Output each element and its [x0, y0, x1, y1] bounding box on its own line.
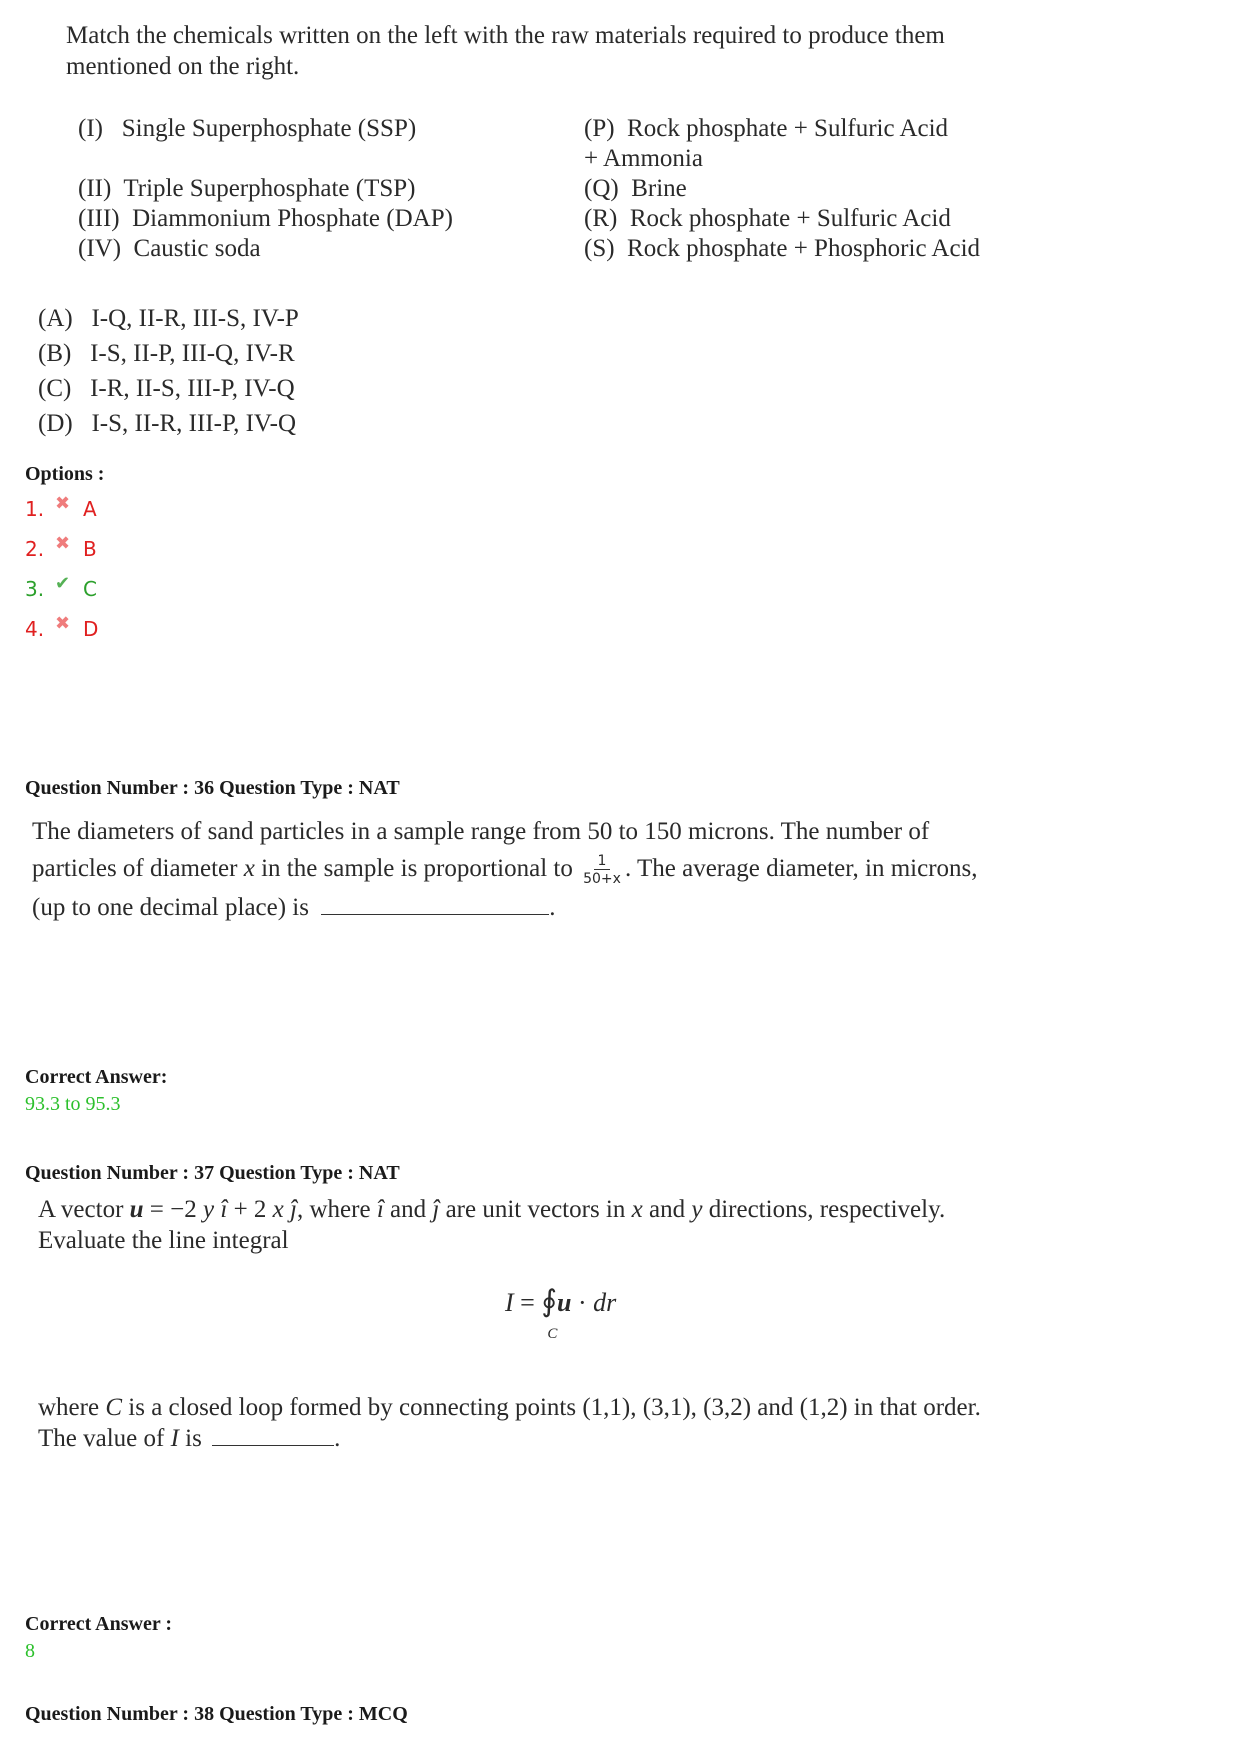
- contour-integral-icon: ∮: [541, 1285, 557, 1318]
- option-1[interactable]: [25, 489, 98, 529]
- fraction-denominator: 50+x: [583, 871, 621, 887]
- q36-line3-text: (up to one decimal place) is: [32, 894, 309, 921]
- q36-line2-post: . The average diameter, in microns,: [624, 855, 978, 883]
- q36-line2-mid: in the sample is proportional to: [254, 855, 573, 883]
- option-number: 2.: [25, 537, 45, 561]
- text: is: [178, 1425, 202, 1452]
- q37-line4: [38, 1423, 1078, 1454]
- variable-y: y: [203, 1196, 215, 1223]
- q36-header: Question Number : 36 Question Type : NAT: [25, 777, 400, 799]
- text: and: [642, 1196, 692, 1223]
- q37-body: [38, 1194, 1078, 1256]
- q36-line3: [32, 892, 1072, 923]
- q36-body: [32, 816, 1072, 923]
- period: .: [549, 894, 556, 921]
- option-letter: D: [83, 617, 99, 641]
- q35-left-item-1: (I) Single Superphosphate (SSP): [78, 115, 417, 142]
- variable-x: x: [272, 1196, 284, 1223]
- text: is a closed loop formed by connecting points (1,1), (3,1), (3,2) and (1,2) in that order.: [122, 1394, 981, 1421]
- q36-line2-pre: particles of diameter: [32, 855, 244, 883]
- option-letter: C: [83, 577, 97, 601]
- q36-line2: [32, 853, 1072, 888]
- variable-x: x: [631, 1196, 643, 1223]
- q37-line1: [38, 1194, 1078, 1225]
- line-integral-equation: [505, 1284, 617, 1342]
- q35-choice-c: (C) I-R, II-S, III-P, IV-Q: [38, 375, 295, 402]
- text: + 2: [227, 1196, 273, 1223]
- q35-left-item-3: (III) Diammonium Phosphate (DAP): [78, 205, 453, 232]
- checkmark-icon: ✔: [55, 572, 71, 594]
- integral-subscript: C: [547, 1326, 558, 1342]
- q37-header: Question Number : 37 Question Type : NAT: [25, 1162, 400, 1184]
- cross-icon: ✖: [55, 492, 71, 514]
- variable-y: y: [691, 1196, 703, 1223]
- period: .: [334, 1425, 341, 1452]
- text: directions, respectively.: [702, 1196, 946, 1223]
- vector-u: u: [129, 1196, 144, 1223]
- q35-choices: [38, 301, 299, 441]
- options-label: Options :: [25, 463, 105, 485]
- q35-prompt-line1: Match the chemicals written on the left with the raw materials required to produce them: [66, 22, 945, 49]
- q35-left-column: [78, 114, 453, 264]
- q36-answer-label: Correct Answer:: [25, 1066, 168, 1088]
- options-list: [25, 489, 98, 649]
- q35-right-item-p-cont: + Ammonia: [584, 145, 703, 172]
- q37-answer-label: Correct Answer :: [25, 1613, 172, 1635]
- option-2[interactable]: [25, 529, 98, 569]
- unit-vector-i: î: [376, 1196, 384, 1223]
- answer-blank: [321, 892, 549, 915]
- q35-right-column: [584, 114, 980, 264]
- text: The value of: [38, 1425, 171, 1452]
- vector-u: u: [556, 1288, 572, 1317]
- unit-vector-j: ĵ: [432, 1196, 440, 1223]
- option-number: 3.: [25, 577, 45, 601]
- q37-body-2: [38, 1392, 1078, 1454]
- text: , where: [296, 1196, 377, 1223]
- text: and: [383, 1196, 433, 1223]
- cross-icon: ✖: [55, 532, 71, 554]
- variable-I: I: [170, 1425, 179, 1452]
- option-letter: B: [83, 537, 97, 561]
- cross-icon: ✖: [55, 612, 71, 634]
- option-letter: A: [83, 497, 97, 521]
- q35-prompt: [66, 20, 945, 82]
- answer-blank: [212, 1423, 334, 1446]
- q35-right-item-q: (Q) Brine: [584, 175, 687, 202]
- q35-choice-d: (D) I-S, II-R, III-P, IV-Q: [38, 410, 297, 437]
- fraction-numerator: 1: [594, 853, 611, 870]
- q35-right-item-s: (S) Rock phosphate + Phosphoric Acid: [584, 235, 981, 262]
- variable-x: x: [243, 855, 255, 883]
- unit-vector-i: î: [220, 1196, 228, 1223]
- q37-line2: Evaluate the line integral: [38, 1227, 289, 1254]
- differential-dr: dr: [593, 1288, 617, 1317]
- text: are unit vectors in: [439, 1196, 632, 1223]
- variable-C: C: [105, 1394, 123, 1421]
- text: where: [38, 1394, 106, 1421]
- q38-header: Question Number : 38 Question Type : MCQ: [25, 1703, 408, 1725]
- option-3[interactable]: [25, 569, 98, 609]
- q37-answer-value: 8: [25, 1640, 35, 1662]
- equals: =: [513, 1288, 542, 1317]
- text: A vector: [38, 1196, 130, 1223]
- fraction: [583, 853, 621, 888]
- q36-line1: The diameters of sand particles in a sample range from 50 to 150 microns. The number of: [32, 818, 930, 845]
- option-4[interactable]: [25, 609, 98, 649]
- option-number: 4.: [25, 617, 45, 641]
- q35-choice-b: (B) I-S, II-P, III-Q, IV-R: [38, 340, 295, 367]
- q35-left-item-4: (IV) Caustic soda: [78, 235, 261, 262]
- option-number: 1.: [25, 497, 45, 521]
- q35-choice-a: (A) I-Q, II-R, III-S, IV-P: [38, 305, 299, 332]
- q35-right-item-p: (P) Rock phosphate + Sulfuric Acid: [584, 115, 949, 142]
- q37-line3: [38, 1392, 1078, 1423]
- q36-answer-value: 93.3 to 95.3: [25, 1093, 121, 1115]
- contour-integral: [541, 1284, 558, 1342]
- q35-left-item-2: (II) Triple Superphosphate (TSP): [78, 175, 416, 202]
- dot-operator: ·: [571, 1288, 594, 1317]
- q35-prompt-line2: mentioned on the right.: [66, 53, 300, 80]
- variable-I: I: [505, 1288, 514, 1317]
- text: = −2: [143, 1196, 203, 1223]
- q35-right-item-r: (R) Rock phosphate + Sulfuric Acid: [584, 205, 951, 232]
- unit-vector-j: ĵ: [290, 1196, 297, 1223]
